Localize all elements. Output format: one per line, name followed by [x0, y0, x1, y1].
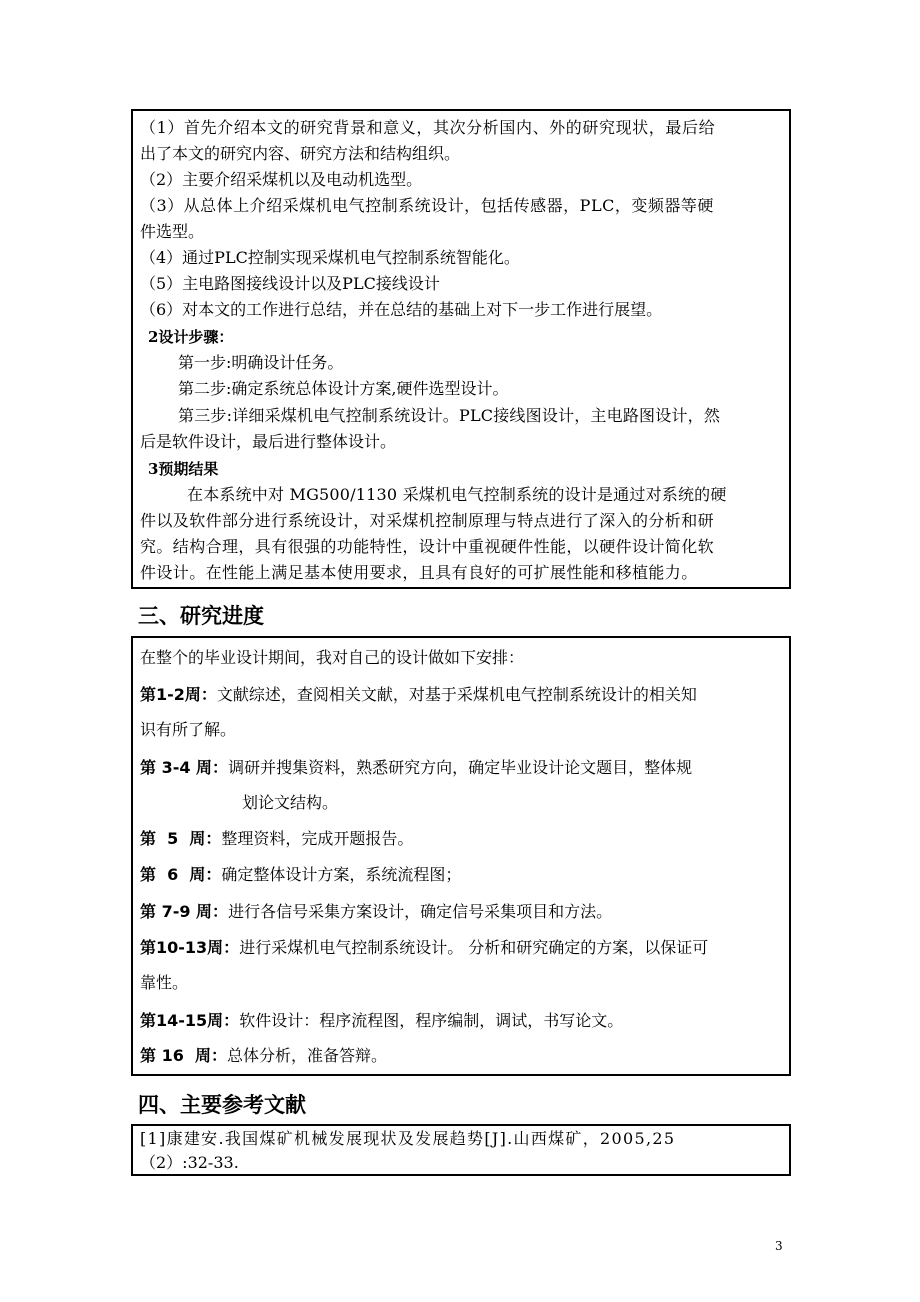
schedule-text: 识有所了解。 [140, 720, 237, 739]
schedule-row-4 [140, 865, 461, 885]
schedule-text: 确定整体设计方案，系统流程图； [221, 865, 462, 884]
schedule-text: 整理资料，完成开题报告。 [221, 829, 414, 848]
schedule-intro: 在整个的毕业设计期间，我对自己的设计做如下安排： [140, 648, 525, 667]
schedule-text: 靠性。 [140, 973, 189, 992]
results-line-4: 件设计。在性能上满足基本使用要求，且具有良好的可扩展性能和移植能力。 [140, 563, 698, 582]
step-2: 第二步:确定系统总体设计方案,硬件选型设计。 [178, 379, 509, 398]
content-item-3b: 件选型。 [140, 222, 205, 241]
schedule-row-2-cont [242, 793, 338, 813]
schedule-text: 文献综述，查阅相关文献，对基于采煤机电气控制系统设计的相关知 [216, 685, 697, 704]
content-item-1a: （1）首先介绍本文的研究背景和意义，其次分析国内、外的研究现状，最后给 [140, 118, 716, 137]
schedule-label: 第1-2周： [140, 685, 217, 704]
schedule-row-6-cont [140, 973, 188, 993]
schedule-text: 划论文结构。 [242, 793, 339, 812]
schedule-label: 第10-13周： [140, 938, 240, 957]
schedule-row-1-cont [140, 720, 236, 740]
step-1: 第一步:明确设计任务。 [178, 353, 344, 372]
content-item-4: （4）通过PLC控制实现采煤机电气控制系统智能化。 [140, 248, 520, 267]
schedule-row-5 [140, 902, 612, 922]
schedule-text: 软件设计：程序流程图，程序编制，调试，书写论文。 [239, 1011, 624, 1030]
results-line-2: 件以及软件部分进行系统设计，对采煤机控制原理与特点进行了深入的分析和研 [140, 511, 715, 530]
schedule-row-3 [140, 829, 413, 849]
schedule-row-6 [140, 938, 708, 958]
schedule-label: 第14-15周： [140, 1011, 240, 1030]
section4-heading: 四、主要参考文献 [138, 1093, 306, 1117]
schedule-label: 第 5 周： [140, 829, 222, 848]
schedule-text: 调研并搜集资料，熟悉研究方向，确定毕业设计论文题目，整体规 [228, 758, 693, 777]
schedule-text: 进行采煤机电气控制系统设计。 分析和研究确定的方案，以保证可 [239, 938, 709, 957]
schedule-label: 第 6 周： [140, 865, 222, 884]
section3-heading: 三、研究进度 [138, 604, 264, 628]
schedule-label: 第 3-4 周： [140, 758, 229, 777]
content-item-3a: （3）从总体上介绍采煤机电气控制系统设计，包括传感器，PLC，变频器等硬 [140, 196, 714, 215]
schedule-row-2 [140, 758, 692, 778]
results-line-3: 究。结构合理，具有很强的功能特性，设计中重视硬件性能，以硬件设计简化软 [140, 537, 715, 556]
step-3a: 第三步:详细采煤机电气控制系统设计。PLC接线图设计，主电路图设计，然 [178, 406, 721, 425]
content-item-5: （5）主电路图接线设计以及PLC接线设计 [140, 274, 440, 293]
page-number: 3 [775, 1239, 783, 1253]
results-line-1: 在本系统中对 MG500/1130 采煤机电气控制系统的设计是通过对系统的硬 [187, 485, 727, 504]
steps-heading: 2设计步骤： [148, 328, 234, 346]
content-item-2: （2）主要介绍采煤机以及电动机选型。 [140, 170, 423, 189]
reference-1b: （2）:32-33. [140, 1153, 239, 1172]
schedule-label: 第 7-9 周： [140, 902, 229, 921]
schedule-row-8 [140, 1046, 387, 1066]
content-item-6: （6）对本文的工作进行总结，并在总结的基础上对下一步工作进行展望。 [140, 300, 663, 319]
results-heading: 3预期结果 [148, 460, 219, 478]
schedule-row-1 [140, 685, 697, 705]
step-3b: 后是软件设计，最后进行整体设计。 [140, 432, 397, 451]
schedule-label: 第 16 周： [140, 1046, 227, 1065]
schedule-text: 总体分析，准备答辩。 [226, 1046, 387, 1065]
schedule-text: 进行各信号采集方案设计，确定信号采集项目和方法。 [228, 902, 613, 921]
schedule-row-7 [140, 1011, 623, 1031]
content-item-1b: 出了本文的研究内容、研究方法和结构组织。 [140, 144, 461, 163]
reference-1a: [1]康建安.我国煤矿机械发展现状及发展趋势[J].山西煤矿，2005,25 [140, 1129, 676, 1148]
